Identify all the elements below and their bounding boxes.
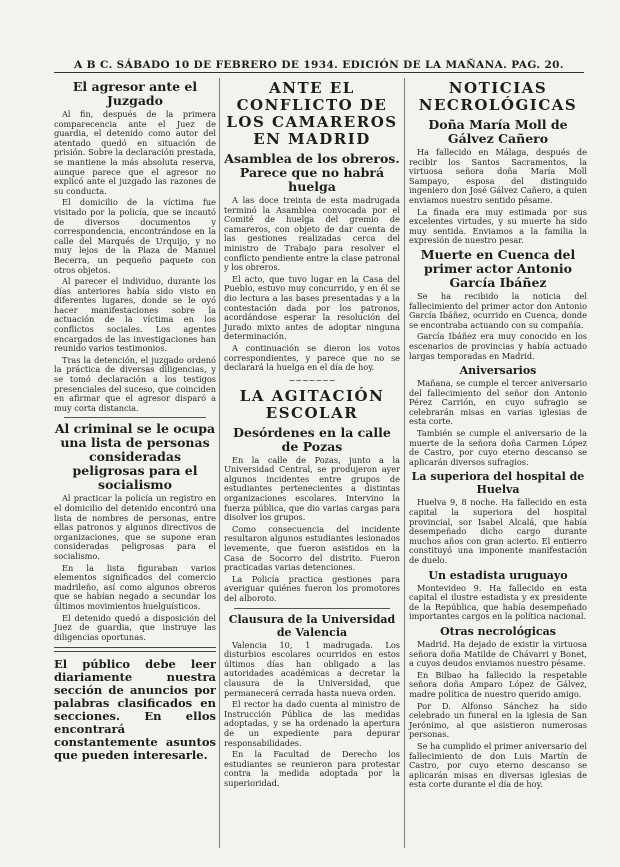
center-column	[224, 78, 400, 791]
article-paragraph: A las doce treinta de esta madrugada terminó la Asamblea convocada por el Comité de huelga del gremio de camareros, con objeto de dar cuenta de las gestiones realizadas cerca del ministro de Trabajo para resolver el conflicto pendiente entre la clase patronal y los obreros.	[224, 195, 400, 273]
article-heading: El agresor ante el Juzgado	[72, 79, 198, 108]
article-paragraph: En la calle de Pozas, junto a la Universidad Central, se produjeron ayer algunos incidentes entre grupos de estudiantes pertenecientes a distintas organizaciones escolares. Intervino la fuerza pública, que dio varias cargas para disolver los grupos.	[224, 454, 400, 523]
masthead: A B C. SÁBADO 10 DE FEBRERO DE 1934. EDICIÓN DE LA MAÑANA. PAG. 20.	[54, 58, 584, 73]
article-headline: LA AGITACIÓN ESCOLAR	[239, 386, 385, 422]
article-paragraph: Se ha cumplido el primer aniversario del fallecimiento de don Luis Martín de Castro, por cuyo eterno descanso se aplicarán misas en diversas iglesias de esta corte durante el día de hoy.	[409, 740, 587, 790]
section-headline: NOTICIAS NECROLÓGICAS	[418, 79, 578, 114]
obituary-heading: Un estadista uruguayo	[428, 568, 568, 582]
article-paragraph: En Bilbao ha fallecido la respetable señora doña Amparo López de Gálvez, madre política de nuestro querido amigo.	[409, 669, 587, 699]
obituary-heading: Aniversarios	[459, 364, 537, 378]
article-paragraph: Mañana, se cumple el tercer aniversario del fallecimiento del señor don Antonio Pérez Carrión, en cuyo sufragio se celebrarán misas en varias iglesias de esta corte.	[409, 378, 587, 427]
article-subheading: Asamblea de los obreros. Parece que no habrá huelga	[224, 151, 400, 194]
article-paragraph: Tras la detención, el juzgado ordenó la práctica de diversas diligencias, y se tomó declaración a los testigos presenciales del suceso, que coinciden en afirmar que el agresor disparó a muy corta distancia.	[54, 354, 216, 413]
article-paragraph: Ha fallecido en Málaga, después de recibir los Santos Sacramentos, la virtuosa señora doña María Moll Sampayo, esposa del distinguido ingeniero don José Gálvez Cañero, a quien enviamos nuestro sentido pésame.	[409, 147, 587, 205]
article-paragraph: Huelva 9, 8 noche. Ha fallecido en esta capital la superiora del hospital provincial, sor Isabel Alcalá, que había desempeñado dicho cargo durante muchos años con gran acierto. El entierro constituyó una imponente manifestación de duelo.	[409, 497, 587, 565]
divider	[64, 417, 206, 418]
classified-ad-notice: El público debe leer diariamente nuestra sección de anuncios por palabras clasificados en secciones. En ellos encontrará constantemente asuntos que pueden interesarle.	[54, 657, 216, 763]
column-rule	[404, 78, 405, 848]
article-paragraph: Como consecuencia del incidente resultaron algunos estudiantes lesionados levemente, que fueron asistidos en la Casa de Socorro del distrito. Fueron practicadas varias detenciones.	[224, 523, 400, 573]
divider	[54, 647, 216, 652]
article-paragraph: El acto, que tuvo lugar en la Casa del Pueblo, estuvo muy concurrido, y en él se dio lectura a las bases presentadas y a la contestación dada por los patronos, acordándose esperar la resolución del Jurado mixto antes de adoptar ninguna determinación.	[224, 273, 400, 342]
article-paragraph: En la lista figuraban varios elementos significados del comercio madrileño, así como algunos obreros que se habían negado a secundar los últimos movimientos huelguísticos.	[54, 562, 216, 611]
divider	[234, 608, 390, 609]
article-headline: ANTE EL CONFLICTO DE LOS CAMAREROS EN MADRID	[226, 79, 398, 148]
left-column	[54, 78, 216, 762]
article-paragraph: Montevideo 9. Ha fallecido en esta capital el ilustre estadista y ex presidente de la República, que había desempeñado importantes cargos en la política nacional.	[409, 582, 587, 622]
article-paragraph: Al parecer el individuo, durante los días anteriores había sido visto en diferentes lugares, donde se le oyó hacer manifestaciones sobre la actuación de la víctima en los conflictos sociales. Los agentes encargados de las investigaciones han reunido varios testimonios.	[54, 276, 216, 354]
article-paragraph: En la Facultad de Derecho los estudiantes se reunieron para protestar contra la medida adoptada por la superioridad.	[224, 749, 400, 788]
article-paragraph: La Policía practica gestiones para averiguar quiénes fueron los promotores del alboroto.	[224, 573, 400, 603]
article-subheading: Desórdenes en la calle de Pozas	[233, 424, 391, 454]
article-paragraph: La finada era muy estimada por sus excelentes virtudes, y su muerte ha sido muy sentida. Enviamos a la familia la expresión de nuestro pesar.	[409, 206, 587, 246]
article-paragraph: El rector ha dado cuenta al ministro de Instrucción Pública de las medidas adoptadas, y se ha ordenado la apertura de un expediente para depurar responsabilidades.	[224, 699, 400, 748]
article-paragraph: Madrid. Ha dejado de existir la virtuosa señora doña Matilde de Chávarri y Bonet, a cuyos deudos enviamos nuestro pésame.	[409, 638, 587, 669]
obituary-heading: Doña María Moll de Gálvez Cañero	[428, 117, 568, 146]
article-paragraph: A continuación se dieron los votos correspondientes, y parece que no se declarará la huelga en el día de hoy.	[224, 342, 400, 373]
article-paragraph: Por D. Alfonso Sánchez ha sido celebrado un funeral en la iglesia de San Jerónimo, al que asistieron numerosas personas.	[409, 700, 587, 740]
article-paragraph: Se ha recibido la noticia del fallecimiento del primer actor don Antonio García Ibáñez, ocurrido en Cuenca, donde se encontraba actuando con su compañía.	[409, 290, 587, 330]
column-rule	[219, 78, 220, 848]
obituary-heading: Otras necrológicas	[440, 624, 556, 638]
ornament-divider: ~~~~~~~	[288, 375, 336, 385]
article-paragraph: También se cumple el aniversario de la muerte de la señora doña Carmen López de Castro, por cuyo eterno descanso se aplicarán diversos sufragios.	[409, 428, 587, 467]
article-paragraph: Al fin, después de la primera comparecencia ante el Juez de guardia, el detenido como autor del atentado quedó en situación de prisión. Sobre la declaración prestada, se mantiene la más absoluta reserva, aunque parece que el agresor no explicó ante el juzgado las razones de su conducta.	[54, 109, 216, 196]
article-heading: Al criminal se le ocupa una lista de personas consideradas peligrosas para el socialismo	[54, 421, 216, 493]
article-paragraph: Valencia 10, 1 madrugada. Los disturbios escolares ocurridos en estos últimos días han obligado a las autoridades académicas a decretar la clausura de la Universidad, que permanecerá cerrada hasta nueva orden.	[224, 639, 400, 698]
article-paragraph: García Ibáñez era muy conocido en los escenarios de provincias y había actuado largas temporadas en Madrid.	[409, 331, 587, 361]
right-column	[409, 78, 587, 792]
article-paragraph: El detenido quedó a disposición del Juez de guardia, que instruye las diligencias oportunas.	[54, 612, 216, 642]
obituary-heading: Muerte en Cuenca del primer actor Antonio García Ibáñez	[420, 246, 576, 290]
article-paragraph: El domicilio de la víctima fue visitado por la policía, que se incautó de diversos documentos y correspondencia, encontrándose en la calle del Marqués de Urquijo, y no muy lejos de la Plaza de Manuel Becerra, un pequeño paquete con otros objetos.	[54, 197, 216, 275]
article-subheading: Clausura de la Universidad de Valencia	[228, 612, 396, 639]
article-paragraph: Al practicar la policía un registro en el domicilio del detenido encontró una lista de nombres de personas, entre ellas patronos y algunos directivos de organizaciones, que se supone eran consideradas peligrosas para el socialismo.	[54, 493, 216, 561]
obituary-heading: La superiora del hospital de Huelva	[411, 470, 585, 497]
